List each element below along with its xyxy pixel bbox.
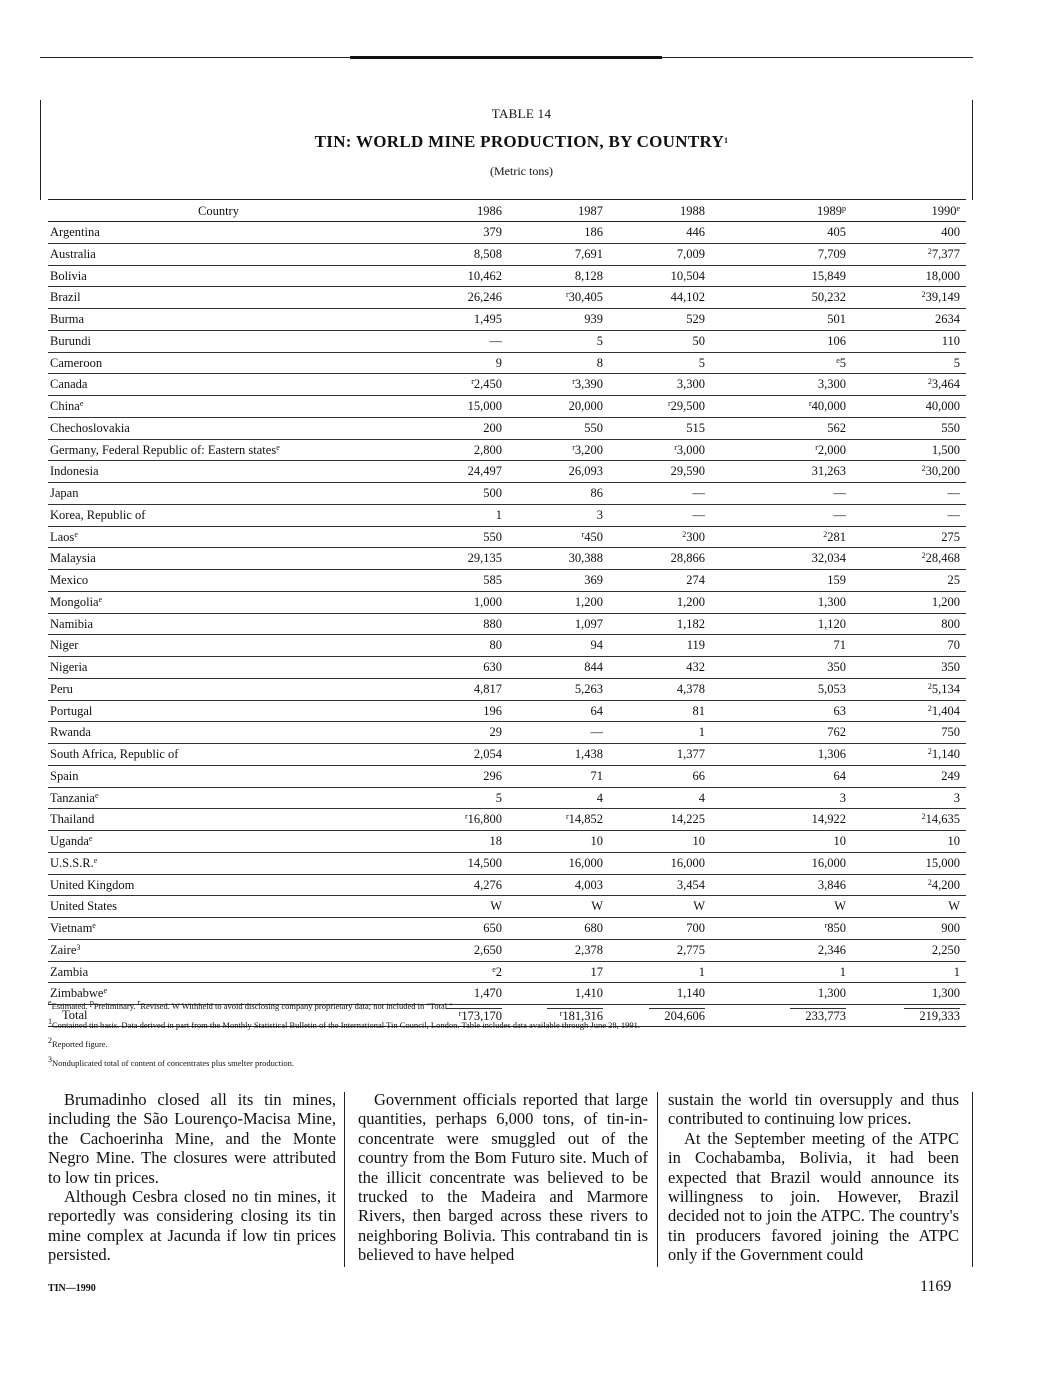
body-column-3 (668, 1090, 959, 1265)
cell-value: 1 (698, 725, 705, 740)
cell-value: 10 (947, 834, 960, 848)
cell-value: $^r$3,000 (674, 442, 705, 457)
cell-value: 585 (483, 573, 502, 587)
table-row (48, 875, 966, 897)
cell-value: $^2$3,464 (927, 377, 960, 392)
country-name: United Kingdom (50, 877, 135, 892)
cell-value: 159 (827, 573, 846, 587)
cell-value: 50,232 (811, 290, 846, 305)
table-row (48, 788, 966, 810)
country-name: Portugal (50, 703, 93, 718)
table-row (48, 418, 966, 440)
cell-value: 2,800 (473, 442, 502, 457)
cell-value: $^e$5 (836, 355, 846, 370)
cell-value: 3 (596, 507, 603, 522)
footnote: $^e$Estimated. $^p$Preliminary. $^r$Revised. W Withheld to avoid disclosing company proprietary data; not included in "Total." (48, 998, 453, 1011)
cell-value: 500 (483, 486, 502, 500)
cell-value: 81 (692, 703, 705, 718)
cell-value: 1,300 (817, 986, 846, 1001)
cell-value: 2,054 (473, 747, 502, 761)
cell-value: 5,263 (574, 681, 603, 696)
country-name: Tanzania$^e$ (50, 790, 99, 805)
cell-value: $^2$281 (823, 529, 846, 544)
cell-value: 939 (584, 312, 603, 326)
country-name: Chechoslovakia (50, 420, 130, 435)
cell-value: W (834, 899, 846, 914)
cell-value: 650 (483, 921, 502, 935)
cell-value: $^r$2,450 (471, 377, 502, 392)
table-title: TIN: WORLD MINE PRODUCTION, BY COUNTRY$^1$ (314, 132, 729, 151)
cell-value: $^r$181,316 (547, 1008, 603, 1024)
cell-value: 24,497 (467, 464, 502, 479)
country-name: Japan (50, 486, 79, 500)
cell-value: 80 (489, 638, 502, 653)
cell-value: $^2$7,377 (927, 246, 960, 261)
cell-value: 64 (833, 768, 846, 783)
cell-value: 8 (596, 355, 603, 370)
table-row (48, 809, 966, 831)
cell-value: 25 (947, 573, 960, 587)
table-row (48, 570, 966, 592)
cell-value: 1,300 (817, 594, 846, 609)
cell-value: 196 (483, 703, 502, 718)
table-header-row (48, 199, 966, 222)
cell-value: 3,454 (676, 877, 705, 892)
cell-value: $^r$3,390 (572, 377, 603, 392)
cell-value: 86 (590, 486, 603, 500)
cell-value: 1,300 (931, 986, 960, 1001)
country-name: Mexico (50, 573, 89, 587)
page-number: 1169 (920, 1278, 952, 1295)
cell-value: 350 (941, 660, 960, 674)
country-name: Korea, Republic of (50, 507, 146, 522)
cell-value: 94 (590, 638, 603, 653)
cell-value: 446 (686, 225, 705, 239)
cell-value: $^r$30,405 (565, 290, 603, 305)
table-row (48, 918, 966, 940)
table-footnotes (48, 995, 640, 1071)
country-name: Niger (50, 638, 79, 653)
cell-value: 1 (495, 507, 502, 522)
cell-value: 1,500 (931, 442, 960, 457)
cell-value: 15,000 (467, 399, 502, 413)
cell-value: 550 (483, 529, 502, 544)
country-name: Mongolia$^e$ (50, 594, 103, 609)
cell-value: 14,922 (811, 812, 846, 827)
cell-value: 15,000 (925, 855, 960, 870)
country-name: Rwanda (50, 725, 91, 740)
column-header: 1989$^p$ (817, 204, 846, 218)
cell-value: 29,135 (467, 551, 502, 566)
table-row (48, 940, 966, 962)
cell-value: 350 (827, 660, 846, 674)
country-name: Germany, Federal Republic of: Eastern states$^e$ (50, 442, 280, 457)
cell-value: $^r$40,000 (808, 399, 846, 413)
cell-value: — (590, 725, 603, 740)
paragraph: Although Cesbra closed no tin mines, it reportedly was considering closing its tin mine complex at Jacunda if low tin prices persisted. (48, 1187, 336, 1265)
country-name: Zimbabwe$^e$ (50, 986, 108, 1001)
cell-value: 44,102 (670, 290, 705, 305)
cell-value: 2,378 (574, 942, 603, 957)
cell-value: 1,097 (574, 616, 603, 631)
body-column-1 (48, 1090, 336, 1265)
cell-value: 1,200 (931, 594, 960, 609)
cell-value: 7,709 (817, 246, 846, 261)
cell-value: 32,034 (811, 551, 846, 566)
table-row (48, 527, 966, 549)
country-name: Zambia (50, 964, 89, 979)
paragraph: Government officials reported that large quantities, perhaps 6,000 tons, of tin-in-concentrate were smuggled out of the country from the Bom Futuro site. Much of the illicit concentrate was believed to be trucked to the Madeira and Marmore Rivers, then barged across these rivers to neighboring Bolivia. This contraband tin is believed to have helped (358, 1090, 648, 1265)
column-header: 1986 (477, 204, 502, 218)
cell-value: 186 (584, 225, 603, 239)
cell-value: — (947, 486, 960, 500)
cell-value: 15,849 (811, 268, 846, 283)
country-name: Burma (50, 312, 85, 326)
body-column-2 (358, 1090, 648, 1265)
country-name: Argentina (50, 225, 100, 239)
cell-value: 16,000 (811, 855, 846, 870)
cell-value: 900 (941, 921, 960, 935)
cell-value: 5 (953, 355, 960, 370)
table-row (48, 722, 966, 744)
table-row (48, 635, 966, 657)
column-divider-1 (344, 1092, 345, 1267)
table-label: TABLE 14 (491, 106, 552, 121)
cell-value: 562 (827, 420, 846, 435)
cell-value: 4,003 (574, 877, 603, 892)
table-row (48, 679, 966, 701)
country-name: Indonesia (50, 464, 99, 479)
cell-value: 3 (839, 790, 846, 805)
cell-value: $^2$30,200 (921, 464, 960, 479)
cell-value: $^r$450 (581, 529, 603, 544)
cell-value: 71 (833, 638, 846, 653)
cell-value: 432 (686, 660, 705, 674)
footnote: $^2$Reported figure. (48, 1036, 108, 1049)
cell-value: 1,120 (817, 616, 846, 631)
country-name: Laos$^e$ (50, 529, 78, 544)
cell-value: $^2$39,149 (921, 290, 960, 305)
cell-value: $^2$1,140 (927, 747, 960, 761)
country-name: Vietnam$^e$ (50, 921, 96, 935)
column-header: 1988 (680, 204, 705, 218)
cell-value: W (693, 899, 705, 914)
footnote: $^3$Nonduplicated total of content of concentrates plus smelter production. (48, 1055, 294, 1068)
cell-value: 10,504 (670, 268, 705, 283)
cell-value: 10 (833, 834, 846, 848)
cell-value: — (489, 333, 502, 348)
table-row (48, 614, 966, 636)
cell-value: 64 (590, 703, 603, 718)
country-name: Cameroon (50, 355, 103, 370)
footnote: $^1$Contained tin basis. Data derived in part from the Monthly Statistical Bulletin of the International Tin Council, London. Table includes data available through June 28, 1991. (48, 1017, 641, 1030)
cell-value: 10,462 (467, 268, 502, 283)
cell-value: 18,000 (925, 268, 960, 283)
cell-value: 3,300 (817, 377, 846, 392)
cell-value: 700 (686, 921, 705, 935)
cell-value: 2,346 (817, 942, 846, 957)
cell-value: W (948, 899, 960, 914)
cell-value: W (591, 899, 603, 914)
cell-value: $^r$2,000 (815, 442, 846, 457)
cell-value: 5 (698, 355, 705, 370)
cell-value: 296 (483, 768, 502, 783)
cell-value: 800 (941, 616, 960, 631)
running-footer: TIN—1990 (48, 1283, 96, 1294)
country-name: Spain (50, 768, 79, 783)
cell-value: 219,333 (904, 1008, 960, 1024)
cell-value: 1,410 (574, 986, 603, 1001)
cell-value: 31,263 (811, 464, 846, 479)
table-subtitle: (Metric tons) (490, 164, 553, 178)
cell-value: 8,508 (473, 246, 502, 261)
cell-value: W (490, 899, 502, 914)
table-row (48, 244, 966, 266)
cell-value: 17 (590, 964, 603, 979)
cell-value: 550 (584, 420, 603, 435)
table-row (48, 657, 966, 679)
cell-value: 110 (941, 333, 960, 348)
cell-value: 40,000 (925, 399, 960, 413)
table-row (48, 505, 966, 527)
cell-value: 200 (483, 420, 502, 435)
cell-value: 20,000 (568, 399, 603, 413)
cell-value: 26,246 (467, 290, 502, 305)
cell-value: 1,438 (574, 747, 603, 761)
table-row (48, 548, 966, 570)
paragraph: sustain the world tin oversupply and thus contributed to continuing low prices. (668, 1090, 959, 1129)
cell-value: 2,650 (473, 942, 502, 957)
cell-value: 3,300 (676, 377, 705, 392)
cell-value: 29 (489, 725, 502, 740)
paragraph: At the September meeting of the ATPC in Cochabamba, Bolivia, it had been expected that Brazil would announce its willingness to join. However, Brazil decided not to join the ATPC. The country's tin producers favored joining the ATPC only if the Government could (668, 1128, 959, 1265)
country-name: Thailand (50, 812, 95, 827)
cell-value: 8,128 (574, 268, 603, 283)
cell-value: — (692, 507, 705, 522)
column-header: Country (198, 204, 239, 218)
country-name: Peru (50, 681, 73, 696)
cell-value: 106 (827, 333, 846, 348)
cell-value: 1,470 (473, 986, 502, 1001)
cell-value: 7,691 (574, 246, 603, 261)
cell-value: 119 (686, 638, 705, 653)
table-row (48, 701, 966, 723)
cell-value: 680 (584, 921, 603, 935)
table-row (48, 309, 966, 331)
cell-value: 9 (495, 355, 502, 370)
country-name: Zaire$^3$ (50, 942, 81, 957)
cell-value: 501 (827, 312, 846, 326)
country-name: South Africa, Republic of (50, 747, 179, 761)
cell-value: 515 (686, 420, 705, 435)
country-name: U.S.S.R.$^e$ (50, 855, 98, 870)
cell-value: 71 (590, 768, 603, 783)
cell-value: 275 (941, 529, 960, 544)
column-divider-2 (657, 1092, 658, 1267)
country-name: Namibia (50, 616, 94, 631)
cell-value: 400 (941, 225, 960, 239)
paragraph: Brumadinho closed all its tin mines, including the São Lourenço-Macisa Mine, the Cachoerinha Mine, and the Monte Negro Mine. The closures were attributed to low tin prices. (48, 1090, 336, 1187)
country-name: Canada (50, 377, 88, 392)
cell-value: $^r$29,500 (667, 399, 705, 413)
cell-value: 5 (596, 333, 603, 348)
cell-value: 1,200 (574, 594, 603, 609)
cell-value: — (833, 486, 846, 500)
cell-value: 550 (941, 420, 960, 435)
cell-value: $^r$173,170 (446, 1008, 502, 1024)
cell-value: $^2$5,134 (927, 681, 960, 696)
cell-value: 4,817 (473, 681, 502, 696)
header-rule-bold (350, 56, 662, 59)
cell-value: 1,495 (473, 312, 502, 326)
cell-value: — (833, 507, 846, 522)
table-row (48, 396, 966, 418)
cell-value: $^2$28,468 (921, 551, 960, 566)
cell-value: 26,093 (568, 464, 603, 479)
cell-value: 1,377 (676, 747, 705, 761)
country-name: Australia (50, 246, 96, 261)
table-row (48, 592, 966, 614)
cell-value: 3 (953, 790, 960, 805)
cell-value: — (692, 486, 705, 500)
cell-value: 2,250 (931, 942, 960, 957)
cell-value: 405 (827, 225, 846, 239)
cell-value: 30,388 (568, 551, 603, 566)
cell-value: 3,846 (817, 877, 846, 892)
cell-value: 28,866 (670, 551, 705, 566)
cell-value: 880 (483, 616, 502, 631)
cell-value: 5 (495, 790, 502, 805)
cell-value: 233,773 (790, 1008, 846, 1024)
cell-value: 369 (584, 573, 603, 587)
table-row (48, 440, 966, 462)
cell-value: 14,500 (467, 855, 502, 870)
table-row (48, 483, 966, 505)
cell-value: 1,182 (676, 616, 705, 631)
column-header: 1987 (578, 204, 603, 218)
table-row (48, 266, 966, 288)
cell-value: $^r$3,200 (572, 442, 603, 457)
cell-value: 70 (947, 638, 960, 653)
country-name: Total (62, 1008, 88, 1022)
table-row (48, 374, 966, 396)
cell-value: 5,053 (817, 681, 846, 696)
cell-value: $^r$850 (824, 921, 846, 935)
table-row (48, 461, 966, 483)
country-name: Brazil (50, 290, 81, 305)
cell-value: 10 (590, 834, 603, 848)
cell-value: $^r$14,852 (565, 812, 603, 827)
cell-value: 1 (839, 964, 846, 979)
table-row (48, 766, 966, 788)
cell-value: 1 (698, 964, 705, 979)
table-row (48, 896, 966, 918)
production-table (48, 199, 966, 1027)
cell-value: 16,000 (670, 855, 705, 870)
cell-value: $^2$300 (682, 529, 705, 544)
cell-value: 630 (483, 660, 502, 674)
country-name: Nigeria (50, 660, 88, 674)
cell-value: 1,200 (676, 594, 705, 609)
cell-value: 249 (941, 768, 960, 783)
cell-value: $^2$14,635 (921, 812, 960, 827)
table-row (48, 222, 966, 244)
cell-value: 2634 (935, 312, 960, 326)
country-name: Bolivia (50, 268, 87, 283)
cell-value: 18 (489, 834, 502, 848)
cell-value: 844 (584, 660, 603, 674)
cell-value: 1,000 (473, 594, 502, 609)
cell-value: 2,775 (676, 942, 705, 957)
cell-value: 29,590 (670, 464, 705, 479)
cell-value: 204,606 (649, 1008, 705, 1024)
cell-value: 4 (596, 790, 603, 805)
country-name: Burundi (50, 333, 91, 348)
table-row (48, 744, 966, 766)
table-row (48, 331, 966, 353)
table-row (48, 962, 966, 984)
cell-value: 762 (827, 725, 846, 740)
cell-value: $^2$4,200 (927, 877, 960, 892)
cell-value: 274 (686, 573, 705, 587)
cell-value: $^e$2 (492, 964, 502, 979)
cell-value: 1,306 (817, 747, 846, 761)
country-name: Uganda$^e$ (50, 834, 93, 848)
table-row (48, 353, 966, 375)
cell-value: 4,378 (676, 681, 705, 696)
cell-value: $^r$16,800 (464, 812, 502, 827)
column-header: 1990e (931, 204, 960, 218)
cell-value: 16,000 (568, 855, 603, 870)
cell-value: 66 (692, 768, 705, 783)
cell-value: 750 (941, 725, 960, 740)
country-name: China$^e$ (50, 399, 84, 413)
cell-value: 10 (692, 834, 705, 848)
frame-right-line-lower (972, 1092, 973, 1267)
cell-value: 7,009 (676, 246, 705, 261)
table-row (48, 853, 966, 875)
cell-value: 63 (833, 703, 846, 718)
cell-value: 4,276 (473, 877, 502, 892)
cell-value: 50 (692, 333, 705, 348)
cell-value: — (947, 507, 960, 522)
cell-value: 1 (953, 964, 960, 979)
country-name: Malaysia (50, 551, 96, 566)
table-row (48, 287, 966, 309)
cell-value: 529 (686, 312, 705, 326)
cell-value: 379 (483, 225, 502, 239)
cell-value: 1,140 (676, 986, 705, 1001)
cell-value: 14,225 (670, 812, 705, 827)
cell-value: 4 (698, 790, 705, 805)
country-name: United States (50, 899, 118, 914)
cell-value: $^2$1,404 (927, 703, 960, 718)
table-row (48, 831, 966, 853)
